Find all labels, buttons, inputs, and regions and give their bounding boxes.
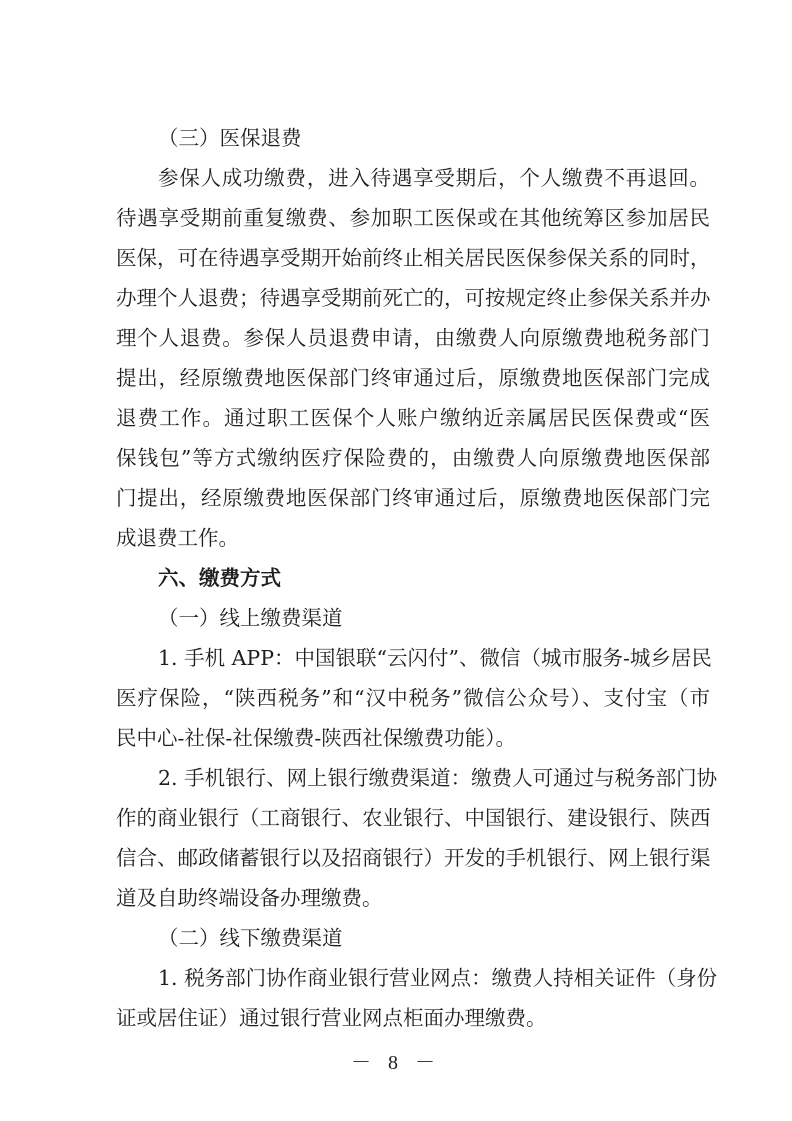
paragraph-line: 办理个人退费；待遇享受期前死亡的，可按规定终止参保关系并办 [116,286,711,310]
paragraph-line: 1. 手机 APP：中国银联“云闪付”、微信（城市服务-城乡居民 [158,646,712,670]
paragraph-line: 证或居住证）通过银行营业网点柜面办理缴费。 [116,1006,547,1030]
paragraph-line: 退费工作。通过职工医保个人账户缴纳近亲属居民医保费或“医 [116,406,710,430]
paragraph-line: 成退费工作。 [116,526,239,550]
paragraph-line: 作的商业银行（工商银行、农业银行、中国银行、建设银行、陕西 [116,806,711,830]
document-body [116,118,718,1038]
paragraph-line: 医保，可在待遇享受期开始前终止相关居民医保参保关系的同时， [116,246,711,270]
paragraph-line: 待遇享受期前重复缴费、参加职工医保或在其他统筹区参加居民 [116,206,710,230]
paragraph-line: 信合、邮政储蓄银行以及招商银行）开发的手机银行、网上银行渠 [116,846,711,870]
paragraph-line: 2. 手机银行、网上银行缴费渠道：缴费人可通过与税务部门协 [158,766,718,790]
paragraph-line: 理个人退费。参保人员退费申请，由缴费人向原缴费地税务部门 [116,326,710,350]
paragraph-line: 1. 税务部门协作商业银行营业网点：缴费人持相关证件（身份 [158,966,718,990]
paragraph-line: 民中心-社保-社保缴费-陕西社保缴费功能）。 [116,726,517,750]
section-heading-refund: （三）医保退费 [158,126,302,150]
paragraph-line: 医疗保险，“陕西税务”和“汉中税务”微信公众号）、支付宝（市 [116,686,710,710]
paragraph-line: 提出，经原缴费地医保部门终审通过后，原缴费地医保部门完成 [116,366,710,390]
section-heading-payment-methods: 六、缴费方式 [158,566,281,590]
paragraph-line: 道及自助终端设备办理缴费。 [116,886,383,910]
page-number: － 8 － [351,1052,441,1074]
paragraph-line: 参保人成功缴费，进入待遇享受期后，个人缴费不再退回。 [158,166,710,190]
subsection-heading-online: （一）线上缴费渠道 [158,606,343,630]
paragraph-line: 保钱包”等方式缴纳医疗保险费的，由缴费人向原缴费地医保部 [116,446,710,470]
paragraph-line: 门提出，经原缴费地医保部门终审通过后，原缴费地医保部门完 [116,486,710,510]
subsection-heading-offline: （二）线下缴费渠道 [158,926,343,950]
